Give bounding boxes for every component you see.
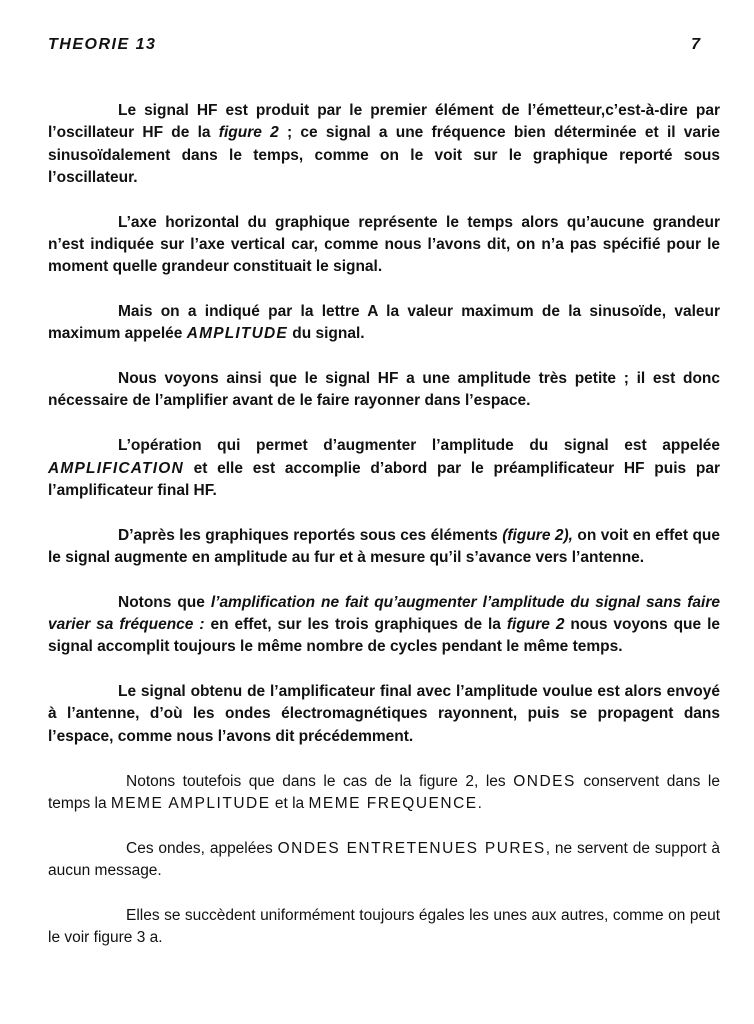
paragraph-4: Nous voyons ainsi que le signal HF a une amplitude très petite ; il est donc nécessaire de l’amplifier avant de le faire rayonner dans l’espace.: [48, 370, 720, 410]
term-ondes-entretenues-pures: ONDES ENTRETENUES PURES: [277, 839, 546, 857]
paragraph-6: [48, 525, 720, 570]
paragraph-5: [48, 435, 720, 502]
term-ondes: ONDES: [513, 772, 576, 790]
text-run: Mais on a indiqué par la lettre A la valeur maximum de la sinusoïde, valeur maximum appelée: [48, 303, 720, 343]
text-run: du signal.: [287, 325, 365, 343]
text-run: , ne servent de support à aucun message.: [48, 839, 721, 879]
text-run: Le signal HF est produit par le premier élément de l’émetteur,c’est-à-dire par l’oscillateur HF de la: [48, 102, 720, 142]
paragraph-7: [48, 592, 720, 659]
paragraph-1: [48, 100, 720, 189]
text-run: D’après les graphiques reportés sous ces éléments: [118, 526, 503, 544]
page-header: [48, 36, 700, 60]
text-run: L’opération qui permet d’augmenter l’amplitude du signal est appelée: [118, 437, 720, 455]
paragraph-2: L’axe horizontal du graphique représente le temps alors qu’aucune grandeur n’est indiquée sur l’axe vertical car, comme nous l’avons dit, on n’a pas spécifié pour le moment quelle grandeur constituait le signal.: [48, 213, 720, 276]
paragraph-9: [48, 771, 720, 816]
chapter-title: THEORIE 13: [48, 36, 157, 53]
body-text: [48, 100, 720, 972]
text-run: ; ce signal a une fréquence bien déterminée et il varie sinusoïdalement dans le temps, comme on le voit sur le graphique reporté sous l’oscillateur.: [48, 124, 720, 186]
text-run: on voit en effet que le signal augmente en amplitude au fur et à mesure qu’il s’avance vers l’antenne.: [48, 526, 720, 566]
text-run: Notons toutefois que dans le cas de la figure 2, les: [126, 772, 514, 790]
page-number: 7: [691, 36, 700, 53]
figure-reference: (figure 2),: [502, 526, 573, 544]
text-run: Notons que: [118, 593, 211, 611]
text-run: en effet, sur les trois graphiques de la: [204, 616, 507, 634]
paragraph-10: [48, 838, 720, 883]
paragraph-8: Le signal obtenu de l’amplificateur final avec l’amplitude voulue est alors envoyé à l’antenne, d’où les ondes électromagnétiques rayonnent, puis se propagent dans l’espace, comme nous l’avons dit précédemment.: [48, 683, 720, 745]
text-run: Ces ondes, appelées: [126, 839, 278, 857]
text-run: conservent dans le temps la: [48, 772, 720, 812]
paragraph-3: [48, 301, 720, 346]
term-amplitude: AMPLITUDE: [186, 325, 288, 343]
text-run: nous voyons que le signal accomplit toujours le même nombre de cycles pendant le même temps.: [48, 616, 720, 656]
text-run: et la: [270, 794, 309, 812]
term-meme-amplitude: MEME AMPLITUDE: [110, 794, 271, 812]
term-amplification: AMPLIFICATION: [48, 459, 184, 477]
text-run: et elle est accomplie d’abord par le préamplificateur HF puis par l’amplificateur final HF.: [48, 459, 720, 499]
figure-reference: figure 2: [506, 616, 565, 634]
figure-reference: figure 2: [218, 124, 279, 142]
term-meme-frequence: MEME FREQUENCE: [308, 794, 478, 812]
text-run: .: [477, 794, 482, 812]
paragraph-11: Elles se succèdent uniformément toujours égales les unes aux autres, comme on peut le voir figure 3 a.: [48, 906, 720, 947]
emphasis-text: l’amplification ne fait qu’augmenter l’amplitude du signal sans faire varier sa fréquence :: [48, 593, 720, 634]
